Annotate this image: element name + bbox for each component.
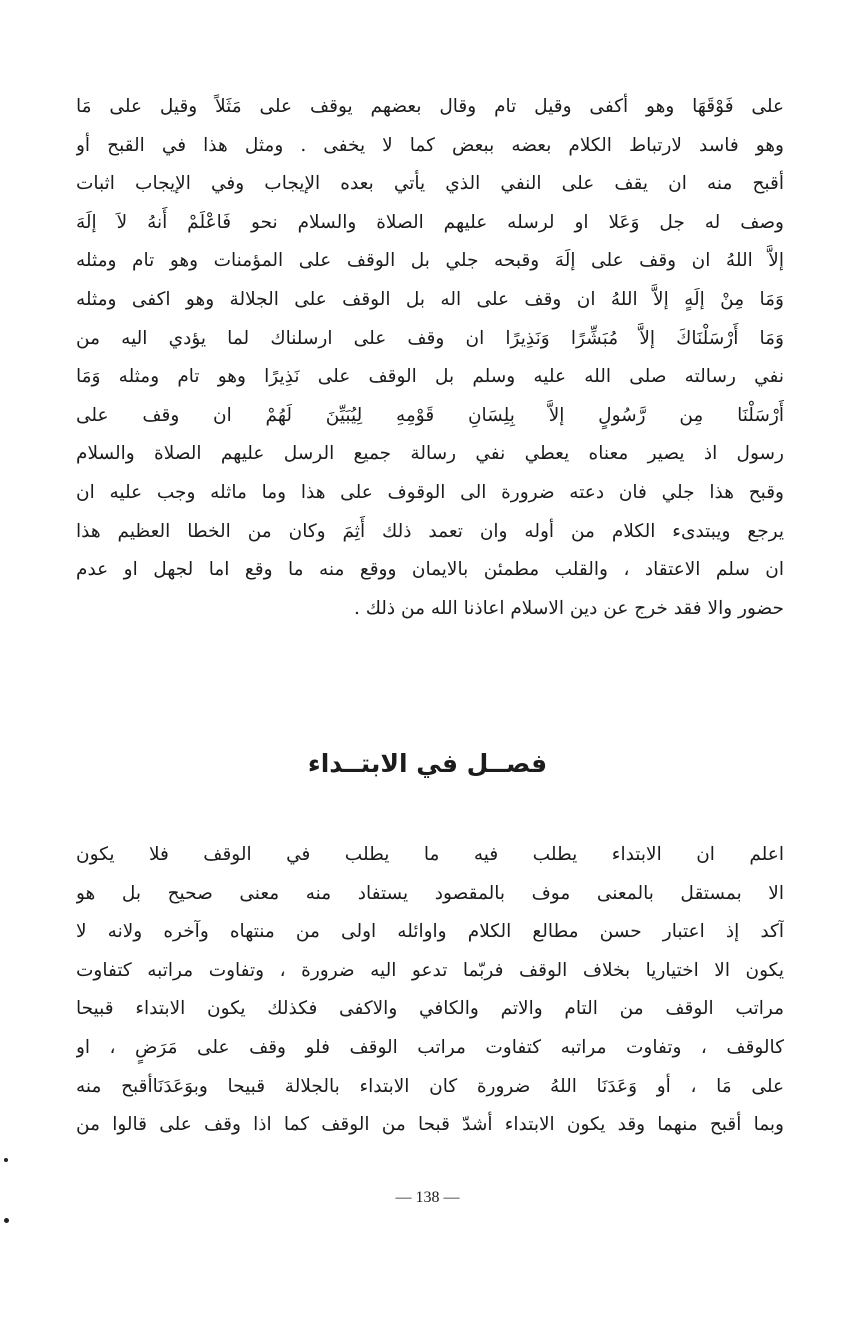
- paragraph-block-2: [76, 836, 784, 1145]
- text-line: أَرْسَلْنَا مِن رَّسُولٍ إلاَّ بِلِسَانِ قَوْمِهِ لِيُبَيِّنَ لَهُمْ ان وقف على: [76, 404, 784, 426]
- text-line: اعلم ان الابتداء يطلب فيه ما يطلب في الوقف فلا يكون: [76, 844, 784, 865]
- text-line: مراتب الوقف من التام والاتم والكافي والاكفى فكذلك يكون الابتداء قبيحا: [76, 998, 784, 1020]
- text-line: على فَوْقَهَا وهو أكفى وقيل تام وقال بعضهم يوقف على مَثَلاً وقيل على مَا: [76, 96, 784, 117]
- text-line: يرجع ويبتدىء الكلام من أوله وان تعمد ذلك أَثِمَ وكان من الخطا العظيم هذا: [76, 520, 784, 542]
- text-line: يكون الا اختياريا بخلاف الوقف فربّما تدعو اليه ضرورة ، وتفاوت مراتبه كتفاوت: [76, 959, 784, 981]
- page-number: — 138 —: [395, 1189, 460, 1206]
- text-line: كالوقف ، وتفاوت مراتبه كتفاوت مراتب الوقف فلو وقف على مَرَضٍ ، او: [76, 1036, 784, 1058]
- text-line: رسول اذ يصير معناه يعطي نفي رسالة جميع الرسل عليهم الصلاة والسلام: [76, 443, 784, 465]
- text-line: آكد إذ اعتبار حسن مطالع الكلام واوائله اولى من منتهاه وآخره ولانه لا: [76, 921, 784, 943]
- text-line: إلاَّ اللهُ ان وقف على إلَهَ وقبحه جلي بل الوقف على المؤمنات وهو تام ومثله: [76, 250, 784, 272]
- text-line: نفي رسالته صلى الله عليه وسلم بل الوقف على نَذِيرًا وهو تام ومثله وَمَا: [76, 366, 784, 388]
- section-heading: فصــل في الابتــداء: [307, 749, 548, 778]
- text-line: وَمَا أَرْسَلْنَاكَ إلاَّ مُبَشِّرًا وَنَذِيرًا ان وقف على ارسلناك لما يؤدي اليه من: [76, 327, 784, 349]
- text-line: ان سلم الاعتقاد ، والقلب مطمئن بالايمان ووقع منه ما وقع اما لجهل او عدم: [76, 559, 784, 581]
- text-line: وبما أقبح منهما وقد يكون الابتداء أشدّ قبحا من الوقف كما اذا وقف على قالوا من: [76, 1114, 784, 1136]
- text-line: وَمَا مِنْ إلَهٍ إلاَّ اللهُ ان وقف على اله بل الوقف على الجلالة وهو اكفى ومثله: [76, 288, 784, 310]
- paragraph-block-1: [76, 88, 784, 628]
- text-line: على مَا ، أو وَعَدَنَا اللهُ ضرورة كان الابتداء بالجلالة قبيحا وبوَعَدَنَاأقبح منه: [76, 1075, 784, 1097]
- margin-dot: [4, 1218, 9, 1223]
- text-line: وصف له جل وَعَلا او لرسله عليهم الصلاة والسلام نحو فَاعْلَمْ أَنهُ لاَ إلَهَ: [76, 211, 784, 233]
- text-line: أقبح منه ان يقف على النفي الذي يأتي بعده الإيجاب وفي الإيجاب اثبات: [76, 173, 784, 195]
- text-line: وهو فاسد لارتباط الكلام بعضه ببعض كما لا يخفى . ومثل هذا في القبح أو: [76, 134, 784, 156]
- margin-dot: [4, 1158, 8, 1162]
- text-line: وقبح هذا جلي فان دعته ضرورة الى الوقوف على هذا وما ماثله وجب عليه ان: [76, 481, 784, 503]
- text-line: حضور والا فقد خرج عن دين الاسلام اعاذنا الله من ذلك .: [353, 597, 784, 619]
- text-line: الا بمستقل بالمعنى موف بالمقصود يستفاد منه معنى صحيح بل هو: [76, 882, 784, 904]
